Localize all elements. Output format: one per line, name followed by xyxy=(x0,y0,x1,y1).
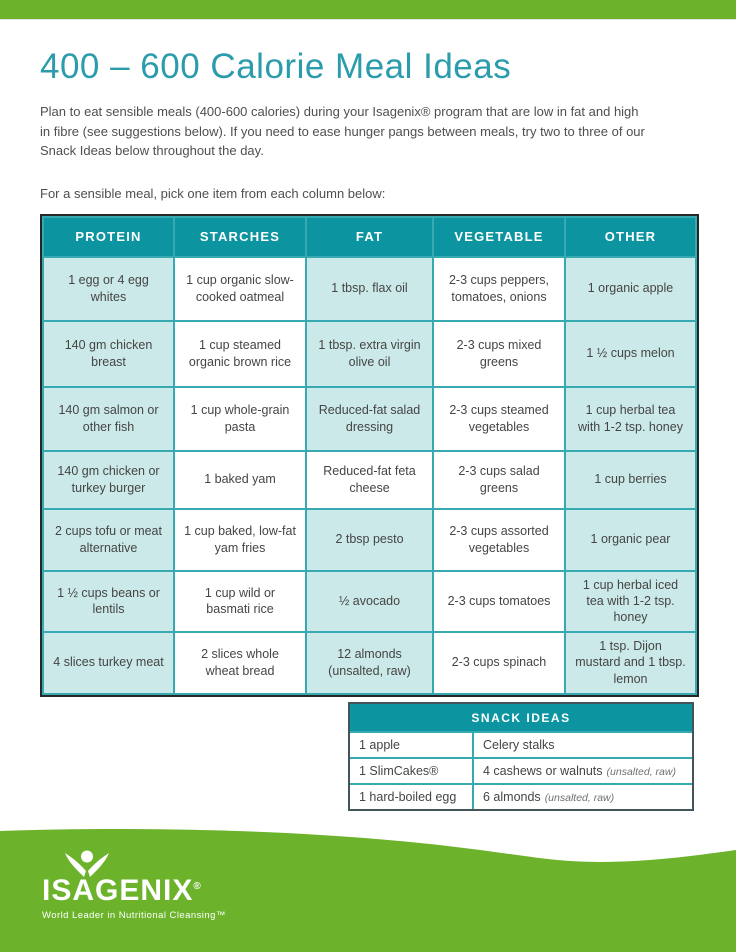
meal-cell: 1 ½ cups melon xyxy=(565,321,696,387)
meal-cell: 1 ½ cups beans or lentils xyxy=(43,571,174,632)
registered-mark: ® xyxy=(193,881,202,892)
meal-row xyxy=(43,632,696,694)
meal-cell: 1 tbsp. flax oil xyxy=(306,257,433,321)
meal-row xyxy=(43,451,696,509)
meal-cell: 140 gm salmon or other fish xyxy=(43,387,174,451)
meal-cell: 2 slices whole wheat bread xyxy=(174,632,306,694)
meal-cell: 1 tbsp. extra virgin olive oil xyxy=(306,321,433,387)
meal-cell: 140 gm chicken or turkey burger xyxy=(43,451,174,509)
meal-cell: 1 cup steamed organic brown rice xyxy=(174,321,306,387)
column-header-protein: PROTEIN xyxy=(43,217,174,257)
meal-cell: 2-3 cups tomatoes xyxy=(433,571,565,632)
meal-row xyxy=(43,257,696,321)
meal-cell: 2-3 cups assorted vegetables xyxy=(433,509,565,571)
snack-item: 6 almonds xyxy=(483,790,541,804)
snack-row xyxy=(350,783,692,809)
meal-cell: 2-3 cups salad greens xyxy=(433,451,565,509)
snack-ideas-table xyxy=(348,702,694,811)
meal-cell: 2 tbsp pesto xyxy=(306,509,433,571)
logo-tagline: World Leader in Nutritional Cleansing™ xyxy=(42,910,226,921)
meal-cell: 140 gm chicken breast xyxy=(43,321,174,387)
meal-cell: 2-3 cups peppers, tomatoes, onions xyxy=(433,257,565,321)
meal-cell: 1 egg or 4 egg whites xyxy=(43,257,174,321)
instruction-text: For a sensible meal, pick one item from each column below: xyxy=(40,185,386,201)
meal-cell: 1 tsp. Dijon mustard and 1 tbsp. lemon xyxy=(565,632,696,694)
meal-cell: 2-3 cups spinach xyxy=(433,632,565,694)
snack-cell: 1 apple xyxy=(350,733,474,757)
isagenix-logo xyxy=(42,850,302,921)
meal-cell: 1 cup whole-grain pasta xyxy=(174,387,306,451)
column-header-starches: STARCHES xyxy=(174,217,306,257)
meal-cell: 12 almonds (unsalted, raw) xyxy=(306,632,433,694)
meal-cell: 1 cup herbal tea with 1-2 tsp. honey xyxy=(565,387,696,451)
meal-cell: 1 cup baked, low-fat yam fries xyxy=(174,509,306,571)
meal-cell: 2-3 cups steamed vegetables xyxy=(433,387,565,451)
meal-cell: 1 organic apple xyxy=(565,257,696,321)
snack-cell xyxy=(474,785,692,809)
meal-row xyxy=(43,321,696,387)
meal-cell: 1 organic pear xyxy=(565,509,696,571)
meal-cell: 1 cup organic slow-cooked oatmeal xyxy=(174,257,306,321)
meal-row xyxy=(43,387,696,451)
logo-text: ISAGENIX xyxy=(42,874,194,907)
top-green-bar xyxy=(0,0,736,20)
meal-ideas-table xyxy=(40,214,699,697)
snack-row xyxy=(350,731,692,757)
snack-cell: 1 hard-boiled egg xyxy=(350,785,474,809)
meal-cell: 2-3 cups mixed greens xyxy=(433,321,565,387)
meal-cell: 1 cup berries xyxy=(565,451,696,509)
meal-cell: ½ avocado xyxy=(306,571,433,632)
snack-note: (unsalted, raw) xyxy=(544,792,615,804)
snack-item: Celery stalks xyxy=(483,738,555,752)
meal-cell: 2 cups tofu or meat alternative xyxy=(43,509,174,571)
person-figure-icon xyxy=(64,850,110,878)
snack-cell: 1 SlimCakes® xyxy=(350,759,474,783)
meal-cell: 4 slices turkey meat xyxy=(43,632,174,694)
column-header-vegetable: VEGETABLE xyxy=(433,217,565,257)
meal-table-header-row xyxy=(43,217,696,257)
snack-row xyxy=(350,757,692,783)
snack-ideas-title: SNACK IDEAS xyxy=(350,704,692,731)
snack-cell xyxy=(474,733,692,757)
meal-cell: 1 cup herbal iced tea with 1-2 tsp. honey xyxy=(565,571,696,632)
meal-cell: Reduced-fat salad dressing xyxy=(306,387,433,451)
snack-item: 4 cashews or walnuts xyxy=(483,764,603,778)
column-header-fat: FAT xyxy=(306,217,433,257)
snack-note: (unsalted, raw) xyxy=(606,766,676,778)
meal-cell: 1 baked yam xyxy=(174,451,306,509)
meal-row xyxy=(43,509,696,571)
page-title: 400 – 600 Calorie Meal Ideas xyxy=(40,47,512,86)
meal-cell: 1 cup wild or basmati rice xyxy=(174,571,306,632)
column-header-other: OTHER xyxy=(565,217,696,257)
meal-cell: Reduced-fat feta cheese xyxy=(306,451,433,509)
meal-row xyxy=(43,571,696,632)
intro-paragraph: Plan to eat sensible meals (400-600 calories) during your Isagenix® program that are low in fat and high in fibre (see suggestions below). If you need to ease hunger pangs between meals, try two to three of our Snack Ideas below throughout the day. xyxy=(40,104,645,158)
snack-cell xyxy=(474,759,692,783)
